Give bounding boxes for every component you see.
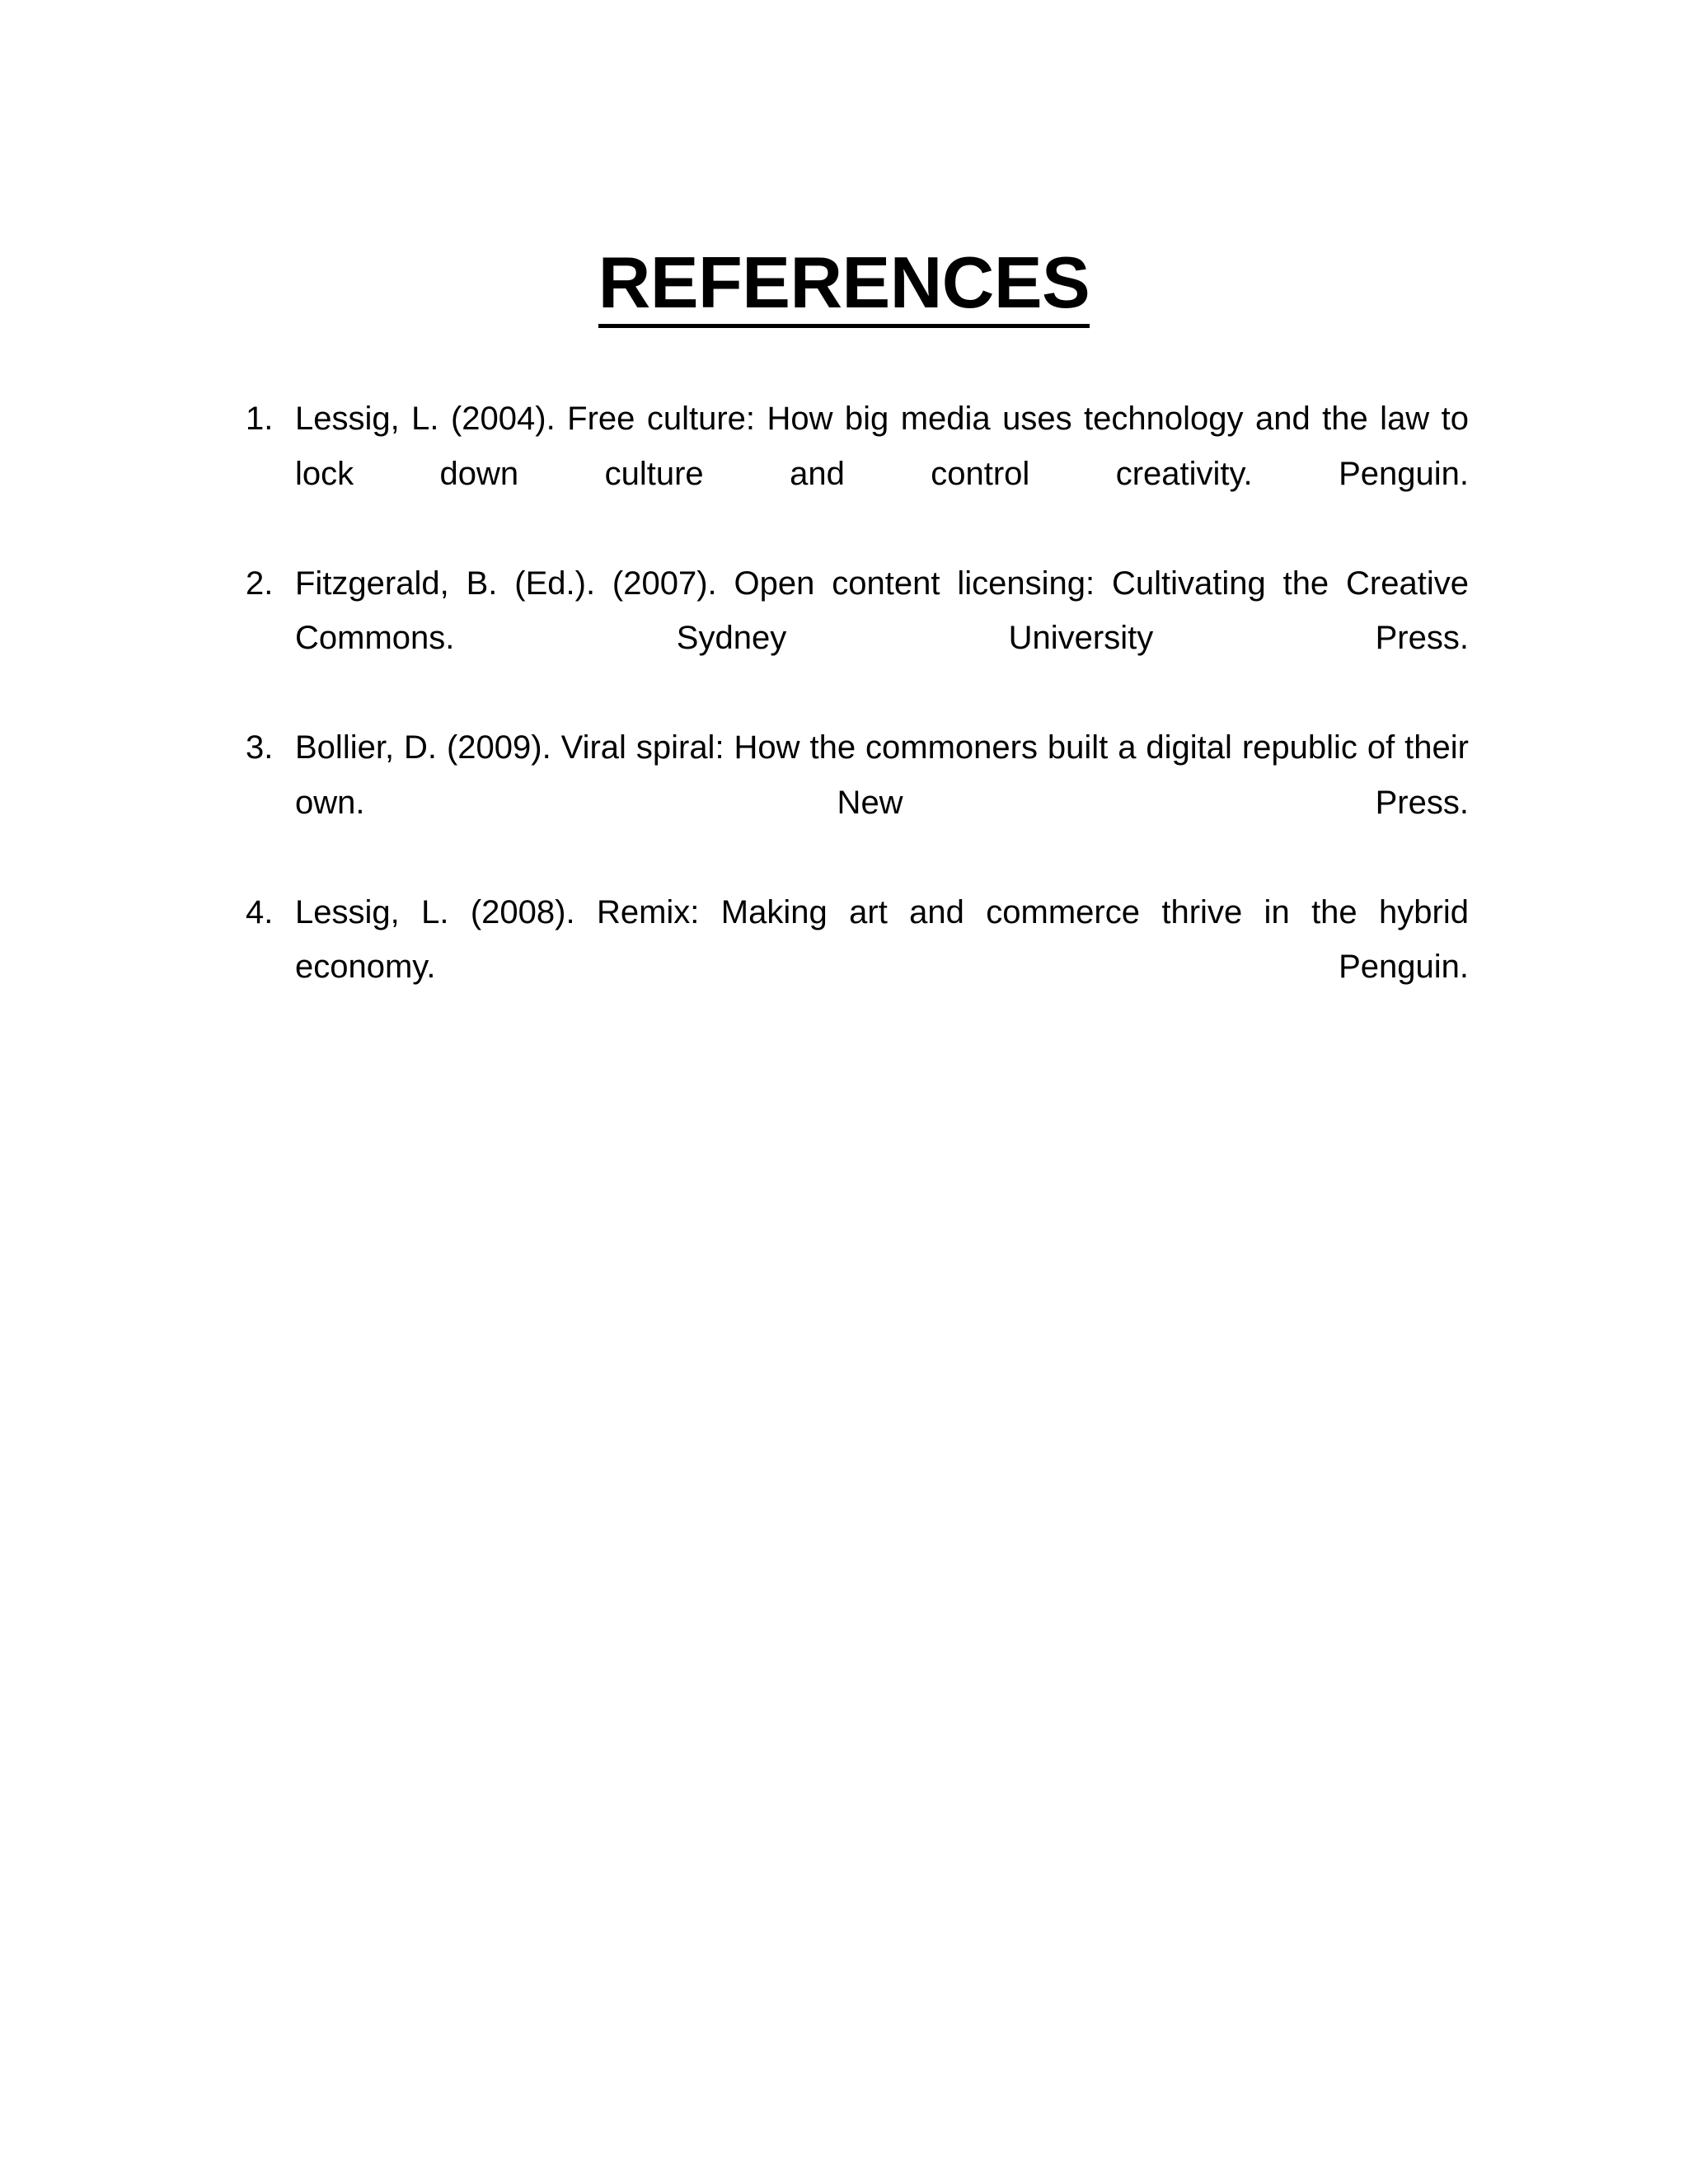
reference-number: 2. [246,565,274,602]
reference-item [246,391,1469,556]
reference-number: 1. [246,401,274,437]
reference-item [246,885,1469,1050]
reference-item [246,556,1469,721]
reference-text: Fitzgerald, B. (Ed.). (2007). Open content licensing: Cultivating the Creative Commons. Sydney University Press. [295,565,1469,656]
reference-number: 3. [246,729,274,766]
reference-item [246,720,1469,885]
page-title [0,241,1688,328]
page-title-text: REFERENCES [598,245,1090,328]
reference-number: 4. [246,893,274,930]
reference-text: Bollier, D. (2009). Viral spiral: How the commoners built a digital republic of their own. New Press. [295,729,1469,821]
references-list [246,391,1469,1049]
reference-text: Lessig, L. (2004). Free culture: How big media uses technology and the law to lock down culture and control creativity. Penguin. [295,401,1469,492]
reference-text: Lessig, L. (2008). Remix: Making art and commerce thrive in the hybrid economy. Penguin. [295,893,1469,985]
